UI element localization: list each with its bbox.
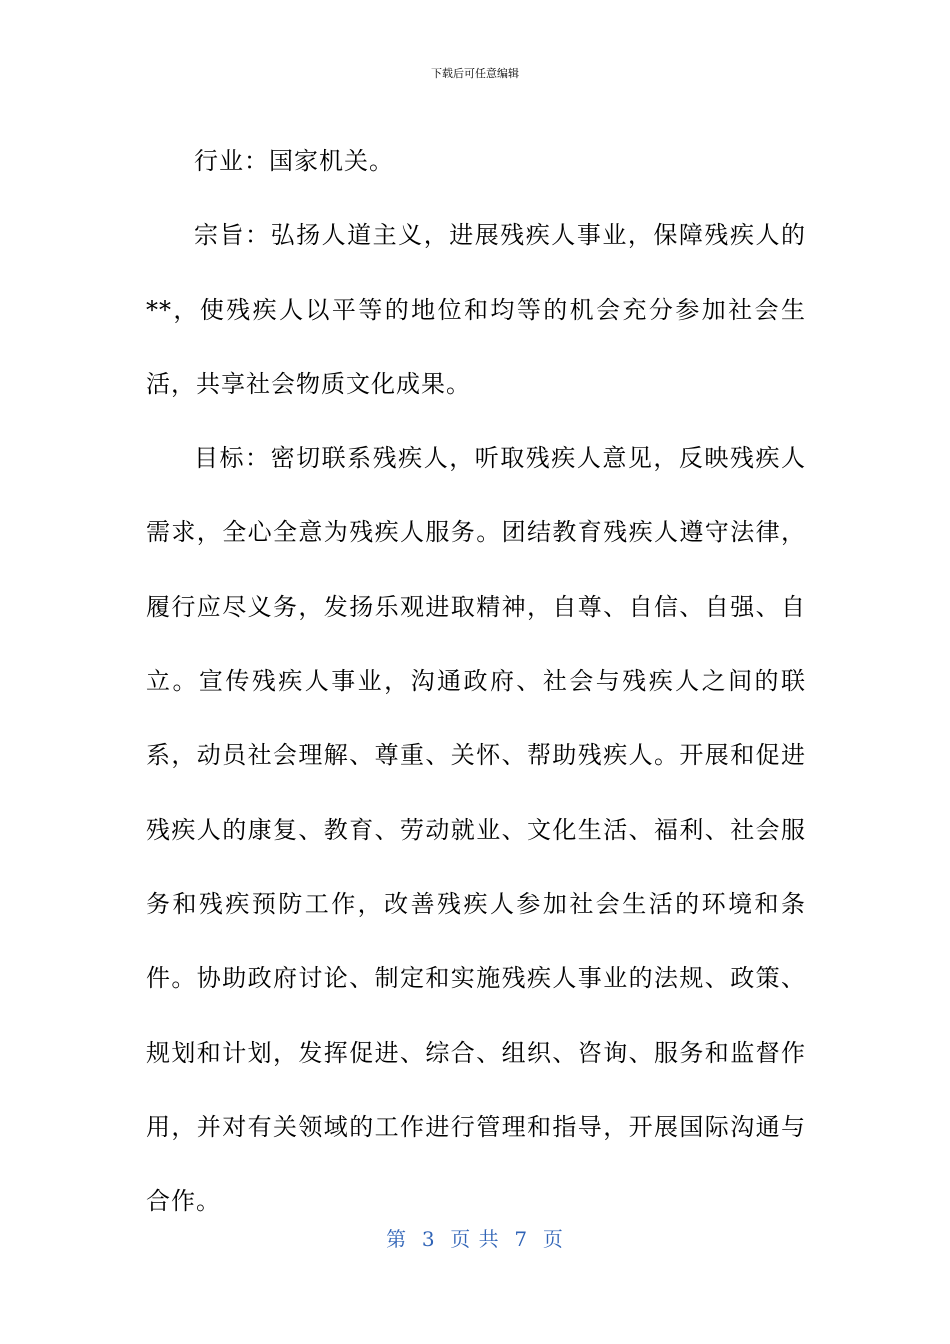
paragraph-goals: 目标：密切联系残疾人，听取残疾人意见，反映残疾人需求，全心全意为残疾人服务。团结教育残疾人遵守法律，履行应尽义务，发扬乐观进取精神，自尊、自信、自强、自立。宣传残疾人事业，沟通政府、社会与残疾人之间的联系，动员社会理解、尊重、关怀、帮助残疾人。开展和促进残疾人的康复、教育、劳动就业、文化生活、福利、社会服务和残疾预防工作，改善残疾人参加社会生活的环境和条件。协助政府讨论、制定和实施残疾人事业的法规、政策、规划和计划，发挥促进、综合、组织、咨询、服务和监督作用，并对有关领域的工作进行管理和指导，开展国际沟通与合作。 — [146, 444, 806, 1216]
page-footer — [0, 1226, 950, 1252]
paragraph-purpose: 宗旨：弘扬人道主义，进展残疾人事业，保障残疾人的**，使残疾人以平等的地位和均等的机会充分参加社会生活，共享社会物质文化成果。 — [146, 221, 806, 398]
document-body — [146, 124, 806, 1238]
page-header: 下载后可任意编辑 — [431, 67, 519, 80]
paragraph-industry: 行业：国家机关。 — [194, 147, 394, 175]
page-number-label: 第 3 页 共 7 页 — [386, 1227, 564, 1251]
